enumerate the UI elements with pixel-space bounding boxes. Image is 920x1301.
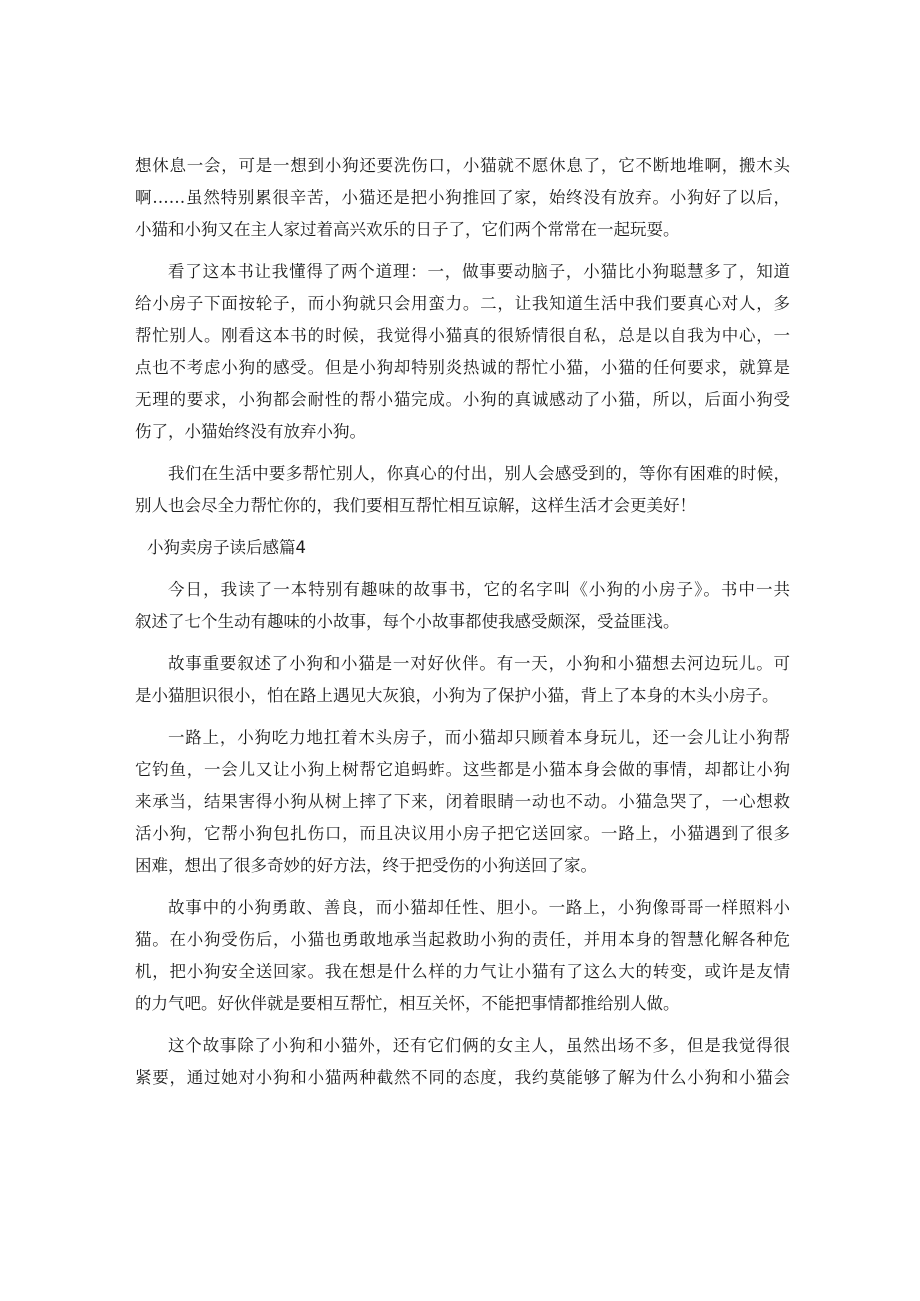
text-line: 我们在生活中要多帮忙别人，你真心的付出，别人会感受到的，等你有困难的时候， (168, 464, 790, 483)
section-heading: 小狗卖房子读后感篇4 (147, 538, 306, 557)
text-line: 的力气吧。好伙伴就是要相互帮忙，相互关怀，不能把事情都推给别人做。 (135, 994, 680, 1013)
text-line: 别人也会尽全力帮忙你的，我们要相互帮忙相互谅解，这样生活才会更美好！ (135, 496, 696, 515)
paragraph-2 (135, 256, 790, 448)
text-line: 无理的要求，小狗都会耐性的帮小猫完成。小狗的真诚感动了小猫，所以，后面小狗受 (135, 390, 790, 409)
text-line: 它钓鱼，一会儿又让小狗上树帮它追蚂蚱。这些都是小猫本身会做的事情，却都让小狗 (135, 760, 790, 779)
text-line: 今日，我读了一本特别有趣味的故事书，它的名字叫《小狗的小房子》。书中一共 (168, 580, 790, 599)
text-line: 故事重要叙述了小狗和小猫是一对好伙伴。有一天，小狗和小猫想去河边玩儿。可 (168, 654, 790, 673)
paragraph-6 (135, 722, 790, 882)
paragraph-5 (135, 648, 790, 712)
text-line: 帮忙别人。刚看这本书的时候，我觉得小猫真的很矫情很自私，总是以自我为中心，一 (135, 326, 790, 345)
text-line: 这个故事除了小狗和小猫外，还有它们俩的女主人，虽然出场不多，但是我觉得很 (168, 1036, 790, 1055)
text-line: 机，把小狗安全送回家。我在想是什么样的力气让小猫有了这么大的转变，或许是友情 (135, 962, 790, 981)
paragraph-3 (135, 458, 790, 522)
text-line: 一路上，小狗吃力地扛着木头房子，而小猫却只顾着本身玩儿，还一会儿让小狗帮 (168, 728, 790, 747)
text-line: 看了这本书让我懂得了两个道理：一，做事要动脑子，小猫比小狗聪慧多了，知道 (168, 262, 790, 281)
paragraph-1 (135, 150, 790, 246)
text-line: 活小狗，它帮小狗包扎伤口，而且决议用小房子把它送回家。一路上，小猫遇到了很多 (135, 824, 790, 843)
text-line: 是小猫胆识很小，怕在路上遇见大灰狼，小狗为了保护小猫，背上了本身的木头小房子。 (135, 686, 779, 705)
text-line: 紧要，通过她对小狗和小猫两种截然不同的态度，我约莫能够了解为什么小狗和小猫会 (135, 1068, 790, 1087)
text-line: 小猫和小狗又在主人家过着高兴欢乐的日子了，它们两个常常在一起玩耍。 (135, 220, 680, 239)
text-line: 伤了，小猫始终没有放弃小狗。 (135, 422, 366, 441)
paragraph-4 (135, 574, 790, 638)
text-line: 猫。在小狗受伤后，小猫也勇敢地承当起救助小狗的责任，并用本身的智慧化解各种危 (135, 930, 790, 949)
paragraph-8 (135, 1030, 790, 1094)
text-line: 点也不考虑小狗的感受。但是小狗却特别炎热诚的帮忙小猫，小猫的任何要求，就算是 (135, 358, 790, 377)
text-line: 困难，想出了很多奇妙的好方法，终于把受伤的小狗送回了家。 (135, 856, 597, 875)
text-line: 叙述了七个生动有趣味的小故事，每个小故事都使我感受颇深，受益匪浅。 (135, 612, 680, 631)
text-line: 啊……虽然特别累很辛苦，小猫还是把小狗推回了家，始终没有放弃。小狗好了以后， (135, 188, 790, 207)
text-line: 故事中的小狗勇敢、善良，而小猫却任性、胆小。一路上，小狗像哥哥一样照料小 (168, 898, 790, 917)
document-body (135, 150, 790, 1104)
text-line: 来承当，结果害得小狗从树上摔了下来，闭着眼睛一动也不动。小猫急哭了，一心想救 (135, 792, 790, 811)
text-line: 想休息一会，可是一想到小狗还要洗伤口，小猫就不愿休息了，它不断地堆啊，搬木头 (135, 156, 790, 175)
paragraph-7 (135, 892, 790, 1020)
text-line: 给小房子下面按轮子，而小狗就只会用蛮力。二，让我知道生活中我们要真心对人，多 (135, 294, 790, 313)
